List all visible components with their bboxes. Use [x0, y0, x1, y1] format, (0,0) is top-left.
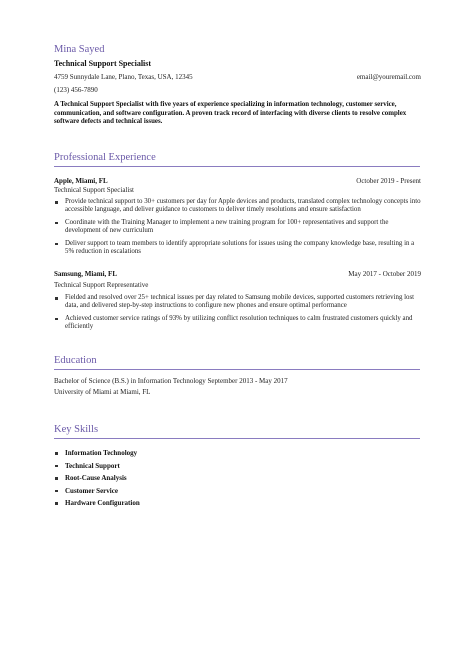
- email-address: email@youremail.com: [356, 73, 421, 81]
- skill-item: Information Technology: [54, 447, 140, 460]
- list-item: Deliver support to team members to identify appropriate solutions for issues using the company knowledge base, resulting in a 5% reduction in escalations: [54, 240, 424, 257]
- education-heading: Education: [54, 355, 97, 366]
- skill-item: Customer Service: [54, 485, 140, 498]
- list-item: Coordinate with the Training Manager to implement a new training program for 100+ representatives and support the development of new curriculum: [54, 219, 424, 236]
- phone-number: (123) 456-7890: [54, 86, 98, 94]
- skill-item: Root-Cause Analysis: [54, 472, 140, 485]
- list-item: Achieved customer service ratings of 93% by utilizing conflict resolution techniques to calm frustrated customers quickly and efficiently: [54, 315, 424, 332]
- job-dates: May 2017 - October 2019: [348, 270, 421, 278]
- job-role: Technical Support Representative: [54, 281, 149, 289]
- skill-item: Hardware Configuration: [54, 497, 140, 510]
- candidate-title: Technical Support Specialist: [54, 59, 152, 68]
- summary: A Technical Support Specialist with five years of experience specializing in information technology, customer service, communication, and software configuration. A proven track record of interfacing with diverse clients to resolve complex software defects and technical issues.: [54, 101, 407, 125]
- candidate-name: Mina Sayed: [54, 44, 105, 55]
- list-item: Fielded and resolved over 25+ technical issues per day related to Samsung mobile devices, supported customers retrieving lost data, and delivered step-by-step instructions to configure new phones and ensure optimal performance: [54, 294, 424, 311]
- address: 4759 Sunnydale Lane, Plano, Texas, USA, 12345: [54, 73, 193, 81]
- skill-item: Technical Support: [54, 460, 140, 473]
- skills-list: [54, 447, 140, 510]
- job-bullets: [54, 198, 424, 256]
- degree-line: Bachelor of Science (B.S.) in Information Technology September 2013 - May 2017: [54, 377, 288, 385]
- experience-divider: [54, 166, 420, 167]
- job-bullets: [54, 294, 424, 332]
- skills-heading: Key Skills: [54, 424, 99, 435]
- job-company: Samsung, Miami, FL: [54, 270, 118, 278]
- job-dates: October 2019 - Present: [356, 177, 421, 185]
- job-role: Technical Support Specialist: [54, 186, 134, 194]
- experience-heading: Professional Experience: [54, 152, 156, 163]
- list-item: Provide technical support to 30+ customers per day for Apple devices and products, translated complex technology concepts into accessible language, and deliver guidance to customers to deliver timely resolutions and ensure satisfaction: [54, 198, 424, 215]
- education-divider: [54, 369, 420, 370]
- school-line: University of Miami at Miami, FL: [54, 388, 151, 396]
- job-company: Apple, Miami, FL: [54, 177, 108, 185]
- skills-divider: [54, 438, 420, 439]
